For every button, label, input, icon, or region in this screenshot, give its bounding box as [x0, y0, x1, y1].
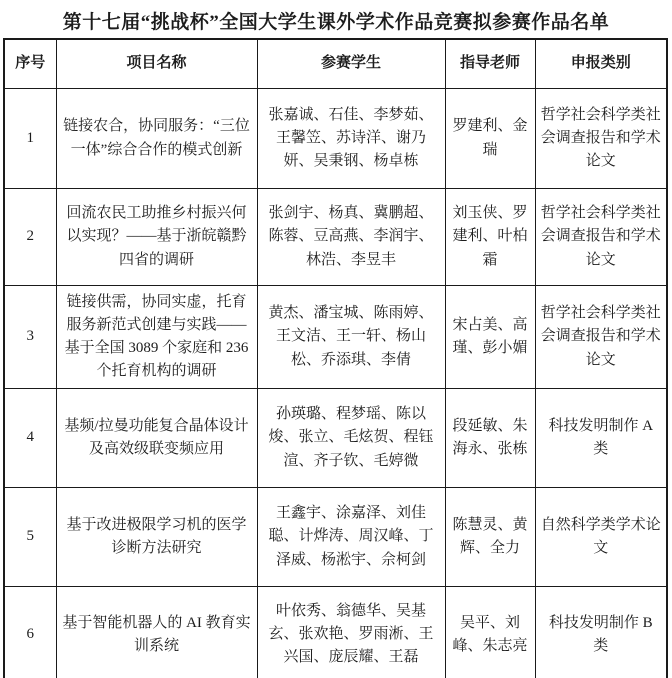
cell-serial: 2: [4, 189, 56, 286]
table-row: [4, 286, 667, 389]
cell-students: 黄杰、潘宝城、陈雨婷、王文洁、王一轩、杨山松、乔添琪、李倩: [257, 286, 445, 389]
cell-project: 基频/拉曼功能复合晶体设计及高效级联变频应用: [56, 389, 257, 488]
cell-project: 链接农合，协同服务：“三位一体”综合合作的模式创新: [56, 89, 257, 189]
cell-project: 回流农民工助推乡村振兴何以实现？——基于浙皖赣黔四省的调研: [56, 189, 257, 286]
header-row: [4, 39, 667, 89]
cell-project: 链接供需，协同实虚，托育服务新范式创建与实践——基于全国 3089 个家庭和 236 个托育机构的调研: [56, 286, 257, 389]
table-row: [4, 587, 667, 678]
cell-category: 自然科学类学术论文: [535, 488, 667, 587]
cell-advisors: 段延敏、朱海永、张栋: [445, 389, 535, 488]
cell-advisors: 陈慧灵、黄辉、全力: [445, 488, 535, 587]
col-header-serial: 序号: [4, 39, 56, 89]
cell-category: 哲学社会科学类社会调查报告和学术论文: [535, 189, 667, 286]
cell-advisors: 吴平、刘峰、朱志亮: [445, 587, 535, 678]
table-row: [4, 189, 667, 286]
table-row: [4, 89, 667, 189]
cell-students: 孙瑛璐、程梦瑶、陈以焌、张立、毛炫贺、程钰渲、齐子钦、毛婷微: [257, 389, 445, 488]
cell-students: 张嘉诚、石佳、李梦茹、王馨笠、苏诗洋、谢乃妍、吴秉钢、杨卓栋: [257, 89, 445, 189]
col-header-project: 项目名称: [56, 39, 257, 89]
cell-serial: 3: [4, 286, 56, 389]
cell-students: 张剑宇、杨真、冀鹏超、陈蓉、豆高燕、李润宇、林浩、李昱丰: [257, 189, 445, 286]
cell-project: 基于改进极限学习机的医学诊断方法研究: [56, 488, 257, 587]
page-title: 第十七届“挑战杯”全国大学生课外学术作品竞赛拟参赛作品名单: [62, 12, 610, 33]
table-row: [4, 488, 667, 587]
cell-students: 叶依秀、翁德华、吴基玄、张欢艳、罗雨淅、王兴国、庞辰耀、王磊: [257, 587, 445, 678]
cell-category: 哲学社会科学类社会调查报告和学术论文: [535, 89, 667, 189]
cell-serial: 1: [4, 89, 56, 189]
cell-serial: 6: [4, 587, 56, 678]
cell-serial: 4: [4, 389, 56, 488]
cell-project: 基于智能机器人的 AI 教育实训系统: [56, 587, 257, 678]
cell-category: 哲学社会科学类社会调查报告和学术论文: [535, 286, 667, 389]
cell-advisors: 刘玉侠、罗建利、叶柏霜: [445, 189, 535, 286]
cell-category: 科技发明制作 A 类: [535, 389, 667, 488]
cell-serial: 5: [4, 488, 56, 587]
cell-students: 王鑫宇、涂嘉泽、刘佳聪、计烨涛、周汉峰、丁泽威、杨淞宇、佘柯剑: [257, 488, 445, 587]
works-table: [3, 38, 668, 678]
col-header-students: 参赛学生: [257, 39, 445, 89]
cell-advisors: 罗建利、金瑞: [445, 89, 535, 189]
cell-advisors: 宋占美、高瑾、彭小媚: [445, 286, 535, 389]
col-header-advisors: 指导老师: [445, 39, 535, 89]
cell-category: 科技发明制作 B 类: [535, 587, 667, 678]
table-row: [4, 389, 667, 488]
col-header-category: 申报类别: [535, 39, 667, 89]
